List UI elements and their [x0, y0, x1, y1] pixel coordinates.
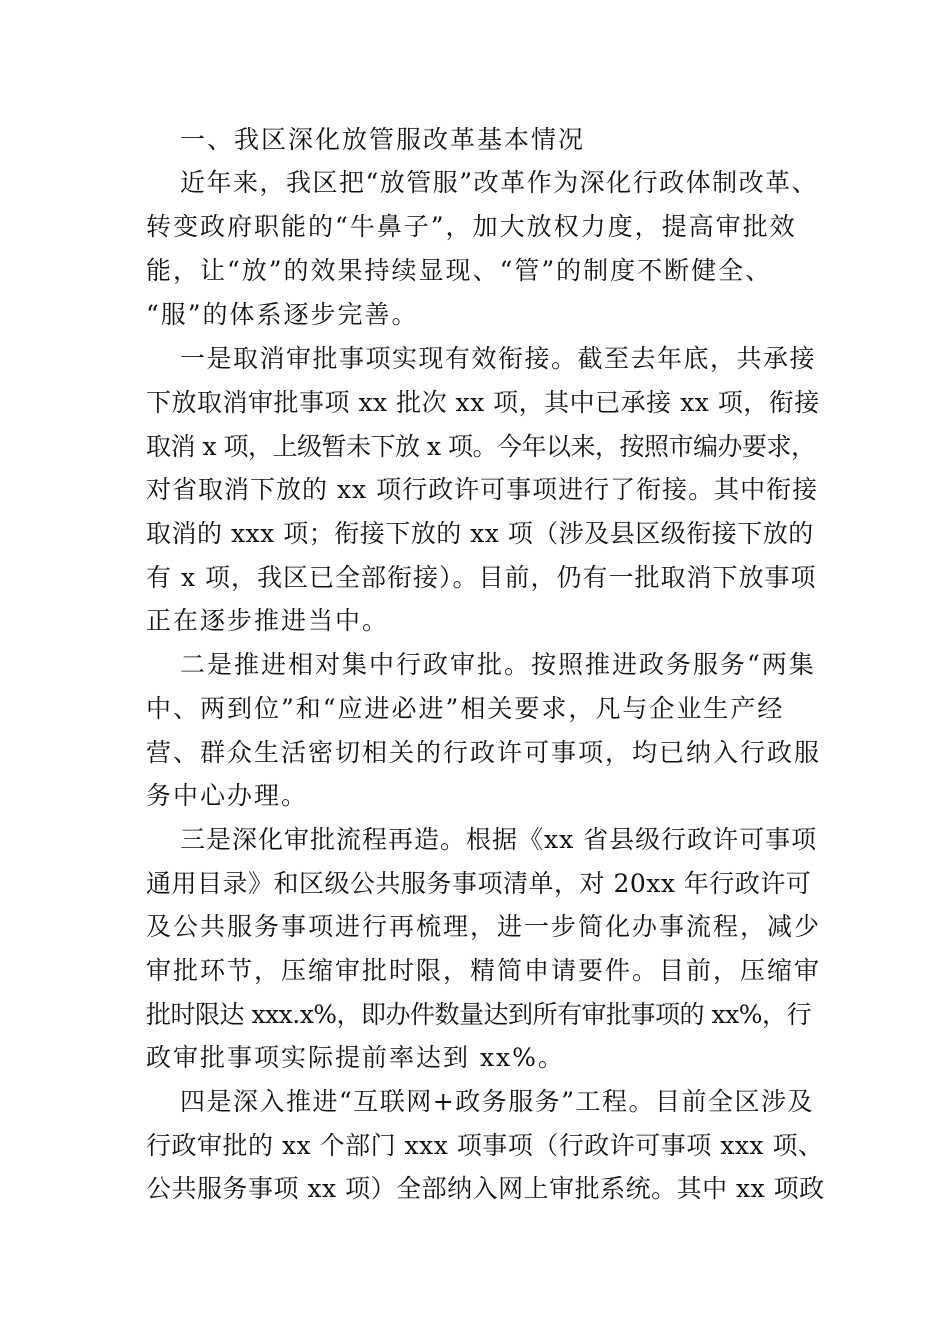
- paragraph-line: 三是深化审批流程再造。根据《xx 省县级行政许可事项: [180, 825, 818, 854]
- paragraph-line: 务中心办理。: [146, 781, 309, 810]
- paragraph-line: 能，让“放”的效果持续显现、“管”的制度不断健全、: [146, 256, 773, 285]
- paragraph-line: 中、两到位”和“应进必进”相关要求，凡与企业生产经: [146, 694, 785, 723]
- paragraph-line: 公共服务事项 xx 项）全部纳入网上审批系统。其中 xx 项政: [146, 1174, 825, 1203]
- paragraph-line: 取消的 xxx 项；衔接下放的 xx 项（涉及县区级衔接下放的: [146, 519, 814, 548]
- paragraph-line: “服”的体系逐步完善。: [146, 300, 419, 329]
- paragraph-line: 营、群众生活密切相关的行政许可事项，均已纳入行政服: [146, 738, 822, 767]
- paragraph-line: 一是取消审批事项实现有效衔接。截至去年底，共承接: [180, 344, 817, 373]
- paragraph-line: 正在逐步推进当中。: [146, 606, 390, 635]
- section-heading: 一、我区深化放管服改革基本情况: [180, 125, 586, 154]
- paragraph-line: 近年来，我区把“放管服”改革作为深化行政体制改革、: [180, 168, 819, 197]
- paragraph-line: 批时限达 xxx.x%，即办件数量达到所有审批事项的 xx%，行: [146, 1000, 811, 1029]
- paragraph-line: 四是深入推进“互联网+政务服务”工程。目前全区涉及: [180, 1087, 815, 1116]
- paragraph-line: 转变政府职能的“牛鼻子”，加大放权力度，提高审批效: [146, 212, 797, 241]
- paragraph-line: 及公共服务事项进行再梳理，进一步简化办事流程，减少: [146, 912, 822, 941]
- paragraph-line: 有 x 项，我区已全部衔接）。目前，仍有一批取消下放事项: [146, 563, 817, 592]
- paragraph-line: 政审批事项实际提前率达到 xx%。: [146, 1043, 565, 1072]
- paragraph-line: 审批环节，压缩审批时限，精简申请要件。目前，压缩审: [146, 956, 822, 985]
- paragraph-line: 二是推进相对集中行政审批。按照推进政务服务“两集: [180, 650, 816, 679]
- paragraph-line: 对省取消下放的 xx 项行政许可事项进行了衔接。其中衔接: [146, 475, 819, 504]
- paragraph-line: 取消 x 项，上级暂未下放 x 项。今年以来，按照市编办要求，: [146, 432, 816, 461]
- paragraph-line: 行政审批的 xx 个部门 xxx 项事项（行政许可事项 xxx 项、: [146, 1131, 824, 1160]
- paragraph-line: 通用目录》和区级公共服务事项清单，对 20xx 年行政许可: [146, 869, 812, 898]
- paragraph-line: 下放取消审批事项 xx 批次 xx 项，其中已承接 xx 项，衔接: [146, 388, 820, 417]
